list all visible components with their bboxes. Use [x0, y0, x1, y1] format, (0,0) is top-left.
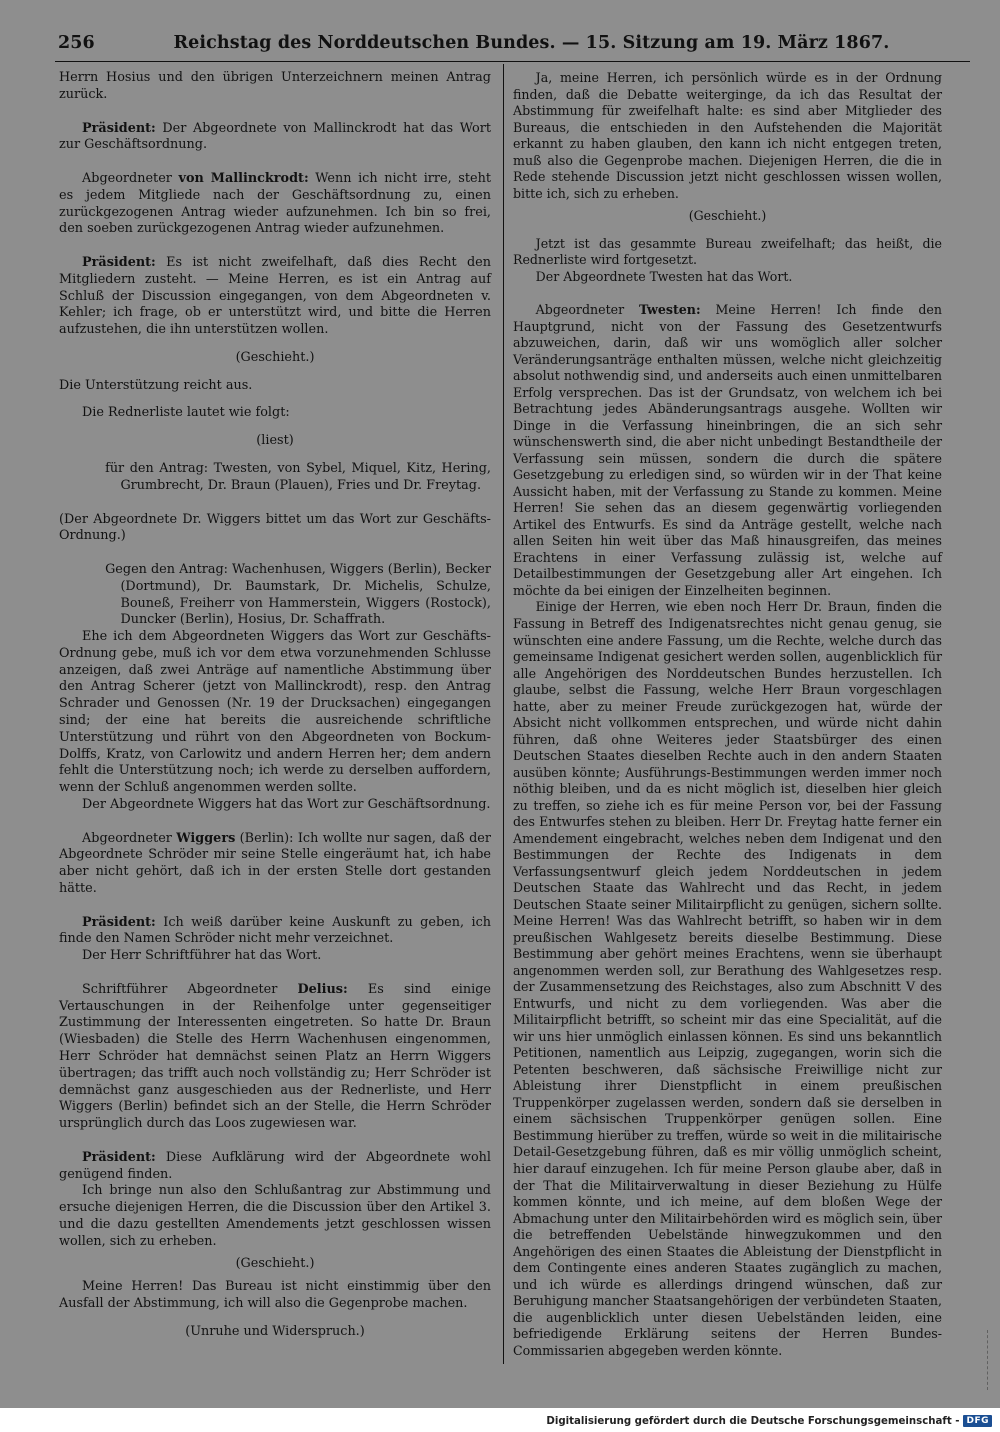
right-column	[513, 70, 942, 1359]
paragraph	[513, 599, 942, 1359]
paragraph	[59, 433, 491, 450]
speaker-role: Abgeordneter	[535, 302, 625, 318]
paragraph-text: (Berlin): Ich wollte nur sagen, daß der Abgeordnete Schröder mir seine Stelle eingeräumt hat, ich habe aber nicht gehört, daß ich in der ersten Stelle dort gestanden hätte.	[59, 830, 491, 896]
paragraph-text: Die Unterstützung reicht aus.	[59, 377, 253, 393]
speaker-role: Abgeordneter	[82, 830, 172, 846]
paragraph	[513, 269, 942, 286]
paragraph	[59, 797, 491, 814]
paragraph-text: Der Herr Schriftführer hat das Wort.	[82, 948, 322, 964]
paragraph	[59, 121, 491, 155]
speaker-name: von Mallinckrodt:	[178, 171, 309, 187]
running-title: Reichstag des Norddeutschen Bundes. — 15. Sitzung am 19. März 1867.	[173, 33, 890, 53]
paragraph-text: Die Rednerliste lautet wie folgt:	[82, 405, 290, 421]
paragraph-text: Meine Herren! Das Bureau ist nicht einstimmig über den Ausfall der Abstimmung, ich will also die Gegenprobe machen.	[59, 1279, 491, 1311]
scan-edge-mark	[987, 1330, 992, 1390]
paragraph-text: Wenn ich nicht irre, steht es jedem Mitgliede nach der Geschäftsordnung zu, einen zurückgezogenen Antrag wieder aufzunehmen. Ich bin so frei, den soeben zurückgezogenen Antrag wieder aufzunehmen.	[59, 171, 491, 237]
speaker-name: Delius:	[297, 981, 348, 997]
paragraph	[59, 70, 491, 104]
column-divider	[503, 64, 504, 1364]
paragraph	[513, 70, 942, 202]
paragraph-text: (Geschieht.)	[688, 208, 767, 224]
paragraph-text: (Der Abgeordnete Dr. Wiggers bittet um das Wort zur Geschäfts-Ordnung.)	[59, 511, 491, 544]
paragraph	[59, 512, 491, 546]
paragraph-text: (Geschieht.)	[235, 349, 315, 365]
dfg-logo-icon: DFG	[963, 1415, 992, 1427]
paragraph-text: Der Abgeordnete von Mallinckrodt hat das Wort zur Geschäftsordnung.	[59, 120, 491, 153]
paragraph-text: (Unruhe und Widerspruch.)	[185, 1323, 365, 1339]
speaker-name: Präsident:	[82, 255, 156, 271]
paragraph	[59, 1150, 491, 1184]
paragraph	[59, 1183, 491, 1250]
speaker-name: Twesten:	[639, 302, 701, 318]
header-rule	[55, 61, 970, 62]
paragraph-text: Ich weiß darüber keine Auskunft zu geben, ich finde den Namen Schröder nicht mehr verzeichnet.	[59, 914, 491, 947]
paragraph	[59, 948, 491, 965]
paragraph-text: Ehe ich dem Abgeordneten Wiggers das Wort zur Geschäfts-Ordnung gebe, muß ich vor dem etwa vorzunehmenden Schlusse anzeigen, daß zwei Anträge auf namentliche Abstimmung über den Antrag Scherer (jetzt von Mallinckrodt), resp. den Antrag Schrader und Genossen (Nr. 19 der Drucksachen) eingegangen sind; der eine hat bereits die ausreichende schriftliche Unterstützung und rührt von den Abgeordneten von Bockum-Dolffs, Kratz, von Carlowitz und andern Herren her; dem andern fehlt die Unterstützung noch; ich werde zu derselben auffordern, wenn der Schluß angenommen werden sollte.	[59, 629, 491, 796]
digitization-footer	[546, 1413, 992, 1429]
paragraph	[59, 378, 491, 395]
paragraph	[59, 562, 491, 629]
page-header	[58, 28, 965, 58]
paragraph-text: Ja, meine Herren, ich persönlich würde es in der Ordnung finden, daß die Debatte weiterginge, da ich das Resultat der Abstimmung für zweifelhaft halte: es sind aber Mitglieder des Bureaus, die entschieden in den Aufstehenden die Majorität erkannt zu haben glauben, den kann ich nicht entgegen treten, muß also die Gegenprobe machen. Diejenigen Herren, die die in Rede stehende Discussion jetzt nicht geschlossen wissen wollen, bitte ich, sich zu erheben.	[513, 70, 942, 201]
paragraph	[59, 255, 491, 339]
paragraph	[59, 350, 491, 367]
paragraph-text: Der Abgeordnete Wiggers hat das Wort zur Geschäftsordnung.	[82, 796, 491, 812]
paragraph	[59, 1324, 491, 1341]
speaker-role: Schriftführer Abgeordneter	[82, 981, 278, 997]
paragraph	[513, 208, 942, 225]
paragraph-text: (Geschieht.)	[235, 1256, 315, 1272]
paragraph-text: (liest)	[256, 433, 294, 449]
paragraph	[59, 629, 491, 797]
speaker-name: Präsident:	[82, 120, 156, 136]
page-number: 256	[58, 33, 95, 53]
paragraph-text: Es sind einige Vertauschungen in der Reihenfolge unter gegenseitiger Zustimmung der Interessenten eingetreten. So hatte Dr. Braun (Wiesbaden) die Stelle des Herrn Wachenhusen eingenommen, Herr Schröder hat demnächst seinen Platz an Herrn Wiggers übertragen; das trifft auch noch vollständig zu; Herr Schröder ist demnächst ganz ausgeschieden aus der Rednerliste, und Herr Wiggers (Berlin) befindet sich an der Stelle, die Herrn Schröder ursprünglich durch das Loos zugewiesen war.	[59, 981, 491, 1132]
paragraph	[513, 302, 942, 599]
paragraph	[59, 1256, 491, 1273]
paragraph-text: Meine Herren! Ich finde den Hauptgrund, nicht von der Fassung des Gesetzentwurfs abzuweichen, darin, daß wir uns womöglich aller solcher Veränderungsanträge enthalten müssen, welche nicht gleichzeitig absolut nothwendig sind, und anderseits auch einen unmittelbaren Erfolg versprechen. Das ist der Grundsatz, von welchem ich bei Betrachtung jedes Abänderungsantrags ausgehe. Wollten wir Dinge in die Verfassung hineinbringen, die an sich sehr wünschenswerth sind, die aber nicht unbedingt Bestandtheile der Verfassung sein müssen, sondern die durch die spätere Gesetzgebung zu erledigen sind, so würden wir in der That keine Aussicht haben, mit der Verfassung zu Stande zu kommen. Meine Herren! Sie sehen das an diesem gegenwärtig vorliegenden Artikel des Entwurfs. Es sind da Anträge gestellt, welche nach allen Seiten hin weit über das Maß hinausgreifen, das meines Erachtens in einer Verfassung zulässig ist, welche auf Detailbestimmungen der Gesetzgebung aller Art eingehen. Ich möchte da bei einigen der Einzelheiten beginnen.	[513, 302, 942, 598]
paragraph-text: für den Antrag: Twesten, von Sybel, Miquel, Kitz, Hering, Grumbrecht, Dr. Braun (Plauen), Fries und Dr. Freytag.	[105, 461, 491, 493]
paragraph-text: Gegen den Antrag: Wachenhusen, Wiggers (Berlin), Becker (Dortmund), Dr. Baumstark, Dr. Michelis, Schulze, Bouneß, Freiherr von Hammerstein, Wiggers (Rostock), Duncker (Berlin), Hosius, Dr. Schaffrath.	[105, 562, 491, 628]
paragraph-text: Es ist nicht zweifelhaft, daß dies Recht den Mitgliedern zusteht. — Meine Herren, es ist ein Antrag auf Schluß der Discussion eingegangen, von dem Abgeordneten v. Kehler; ich frage, ob er unterstützt wird, und bitte die Herren aufzustehen, die ihn unterstützen wollen.	[59, 255, 491, 338]
paragraph	[59, 461, 491, 495]
paragraph-text: Ich bringe nun also den Schlußantrag zur Abstimmung und ersuche diejenigen Herren, die die Discussion über den Artikel 3. und die dazu gestellten Amendements jetzt geschlossen wissen wollen, sich zu erheben.	[59, 1183, 491, 1249]
paragraph	[59, 982, 491, 1133]
speaker-name: Präsident:	[82, 1149, 156, 1165]
paragraph	[59, 1279, 491, 1313]
paragraph-text: Herrn Hosius und den übrigen Unterzeichnern meinen Antrag zurück.	[59, 70, 491, 102]
paragraph-text: Diese Aufklärung wird der Abgeordnete wohl genügend finden.	[59, 1149, 491, 1182]
left-column	[59, 70, 491, 1340]
paragraph-text: Jetzt ist das gesammte Bureau zweifelhaft; das heißt, die Rednerliste wird fortgesetzt.	[513, 235, 942, 268]
footer-text: Digitalisierung gefördert durch die Deutsche Forschungsgemeinschaft -	[546, 1415, 960, 1427]
paragraph	[59, 171, 491, 238]
paragraph	[59, 915, 491, 949]
paragraph	[513, 236, 942, 269]
paragraph-text: Der Abgeordnete Twesten hat das Wort.	[535, 268, 793, 284]
speaker-name: Präsident:	[82, 914, 156, 930]
paragraph	[59, 831, 491, 898]
speaker-role: Abgeordneter	[82, 171, 172, 187]
paragraph	[59, 405, 491, 422]
speaker-name: Wiggers	[176, 830, 236, 846]
paragraph-text: Einige der Herren, wie eben noch Herr Dr. Braun, finden die Fassung in Betreff des Indigenatsrechtes nicht genau genug, sie wünschten eine andere Fassung, um die Rechte, welche durch das gemeinsame Indigenat gesichert werden sollen, augenblicklich für alle Angehörigen des Norddeutschen Bundes herzustellen. Ich glaube, selbst die Fassung, welche Herr Braun vorgeschlagen hatte, aber zu meiner Freude zurückgezogen hat, würde der Absicht nicht vollkommen entsprechen, und würde nicht dahin führen, daß ohne Weiteres jeder Staatsbürger des einen Deutschen Staates dieselben Rechte auch in den andern Staaten ausüben könnte; Ausführungs-Bestimmungen werden immer noch nöthig bleiben, und da es nicht möglich ist, dieselben hier gleich zu treffen, so ziehe ich es für meine Person vor, bei der Fassung des Entwurfes stehen zu bleiben. Herr Dr. Freytag hatte ferner ein Amendement eingebracht, welches neben dem Indigenat und den Bestimmungen der Rechte des Indigenats in dem Verfassungsentwurf gleich jedem Norddeutschen in jedem Deutschen Staate das Wahlrecht und das Recht, in jedem Deutschen Staate seiner Militairpflicht zu genügen, sichern sollte. Meine Herren! Was das Wahlrecht betrifft, so haben wir in dem preußischen Wahlgesetz bereits dieselbe Bestimmung. Diese Bestimmung aber gehört meines Erachtens, wenn sie überhaupt angenommen werden soll, zur Berathung des Wahlgesetzes resp. der Zusammensetzung des Reichstages, also zum Abschnitt V des Entwurfs, und nicht zu dem vorliegenden. Was aber die Militairpflicht betrifft, so scheint mir das eine Specialität, auf die wir uns hier unmöglich einlassen können. Es sind uns bekanntlich Petitionen, namentlich aus Leipzig, zugegangen, worin sich die Petenten beschweren, daß sächsische Freiwillige nicht zur Ableistung ihrer Dienstpflicht in einem preußischen Truppenkörper zugelassen werden, sondern daß sie derselben in einem sächsischen Truppenkörper genügen sollen. Eine Bestimmung hierüber zu treffen, würde so weit in die militairische Detail-Gesetzgebung führen, daß es mir völlig unmöglich scheint, hier darauf einzugehen. Ich für meine Person glaube aber, daß in der That die Militairverwaltung in dieser Beziehung zu Hülfe kommen könnte, und ich meine, auf dem bloßen Wege der Abmachung unter den Militairbehörden wird es möglich sein, über die betreffenden Uebelstände hinwegzukommen und den Angehörigen des einen Staates die Ableistung der Dienstpflicht in dem Contingente eines anderen Staates zugänglich zu machen, und ich würde es allerdings dringend wünschen, daß zur Beruhigung mancher Staatsangehörigen der verbündeten Staaten, die augenblicklich unter diesen Uebelständen leiden, eine befriedigende Erklärung seitens der Herren Bundes-Commissarien abgegeben werden könnte.	[513, 599, 942, 1358]
